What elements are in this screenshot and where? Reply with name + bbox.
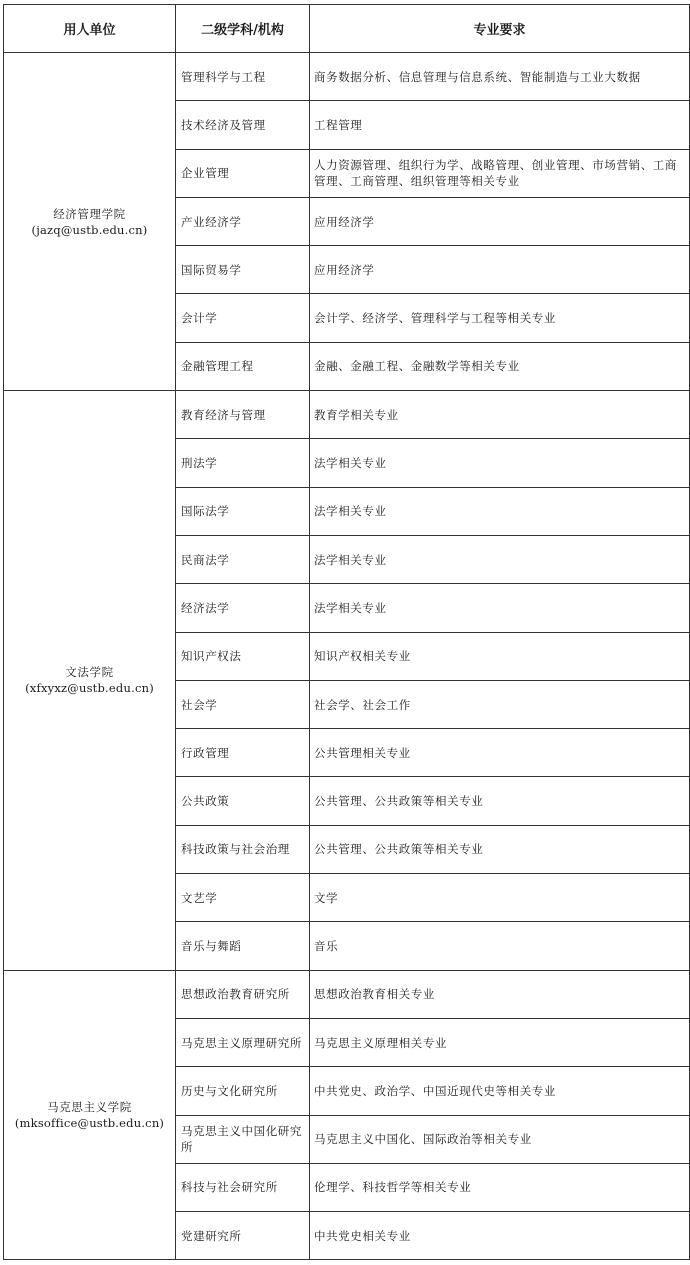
requirement-cell: 金融、金融工程、金融数学等相关专业 [310, 342, 690, 390]
unit-email: (jazq@ustb.edu.cn) [31, 222, 148, 237]
table-body [4, 53, 690, 1260]
subject-cell: 刑法学 [176, 439, 310, 487]
requirement-cell: 思想政治教育相关专业 [310, 970, 690, 1018]
requirement-cell: 法学相关专业 [310, 584, 690, 632]
table-row [4, 391, 690, 439]
subject-cell: 企业管理 [176, 149, 310, 197]
subject-cell: 管理科学与工程 [176, 53, 310, 101]
subject-cell: 思想政治教育研究所 [176, 970, 310, 1018]
requirement-cell: 商务数据分析、信息管理与信息系统、智能制造与工业大数据 [310, 53, 690, 101]
requirement-cell: 中共党史、政治学、中国近现代史等相关专业 [310, 1067, 690, 1115]
subject-cell: 党建研究所 [176, 1212, 310, 1260]
requirement-cell: 知识产权相关专业 [310, 632, 690, 680]
unit-cell [4, 53, 176, 391]
requirement-cell: 音乐 [310, 922, 690, 970]
requirement-cell: 法学相关专业 [310, 535, 690, 583]
requirement-cell: 社会学、社会工作 [310, 680, 690, 728]
subject-cell: 历史与文化研究所 [176, 1067, 310, 1115]
table-row [4, 53, 690, 101]
requirement-cell: 法学相关专业 [310, 487, 690, 535]
subject-cell: 知识产权法 [176, 632, 310, 680]
subject-cell: 产业经济学 [176, 197, 310, 245]
unit-email: (xfxyxz@ustb.edu.cn) [25, 681, 154, 696]
subject-cell: 教育经济与管理 [176, 391, 310, 439]
requirement-cell: 公共管理相关专业 [310, 729, 690, 777]
unit-cell [4, 391, 176, 971]
recruitment-table [3, 4, 690, 1260]
table-row [4, 970, 690, 1018]
unit-name: 经济管理学院 [53, 206, 126, 221]
requirement-cell: 工程管理 [310, 101, 690, 149]
subject-cell: 国际法学 [176, 487, 310, 535]
requirement-cell: 会计学、经济学、管理科学与工程等相关专业 [310, 294, 690, 342]
header-subject: 二级学科/机构 [176, 5, 310, 53]
subject-cell: 会计学 [176, 294, 310, 342]
subject-cell: 科技与社会研究所 [176, 1163, 310, 1211]
requirement-cell: 文学 [310, 874, 690, 922]
requirement-cell: 人力资源管理、组织行为学、战略管理、创业管理、市场营销、工商管理、工商管理、组织管理等相关专业 [310, 149, 690, 197]
requirement-cell: 马克思主义中国化、国际政治等相关专业 [310, 1115, 690, 1163]
subject-cell: 技术经济及管理 [176, 101, 310, 149]
header-requirement: 专业要求 [310, 5, 690, 53]
requirement-cell: 法学相关专业 [310, 439, 690, 487]
subject-cell: 社会学 [176, 680, 310, 728]
subject-cell: 马克思主义原理研究所 [176, 1018, 310, 1066]
requirement-cell: 教育学相关专业 [310, 391, 690, 439]
unit-name: 文法学院 [65, 665, 114, 680]
requirement-cell: 公共管理、公共政策等相关专业 [310, 777, 690, 825]
unit-email: (mksoffice@ustb.edu.cn) [14, 1116, 165, 1131]
subject-cell: 音乐与舞蹈 [176, 922, 310, 970]
subject-cell: 经济法学 [176, 584, 310, 632]
subject-cell: 科技政策与社会治理 [176, 825, 310, 873]
header-unit: 用人单位 [4, 5, 176, 53]
subject-cell: 民商法学 [176, 535, 310, 583]
unit-cell [4, 970, 176, 1260]
requirement-cell: 马克思主义原理相关专业 [310, 1018, 690, 1066]
requirement-cell: 应用经济学 [310, 197, 690, 245]
subject-cell: 国际贸易学 [176, 246, 310, 294]
requirement-cell: 伦理学、科技哲学等相关专业 [310, 1163, 690, 1211]
header-row [4, 5, 690, 53]
requirement-cell: 应用经济学 [310, 246, 690, 294]
subject-cell: 金融管理工程 [176, 342, 310, 390]
subject-cell: 公共政策 [176, 777, 310, 825]
requirement-cell: 公共管理、公共政策等相关专业 [310, 825, 690, 873]
subject-cell: 行政管理 [176, 729, 310, 777]
subject-cell: 马克思主义中国化研究所 [176, 1115, 310, 1163]
subject-cell: 文艺学 [176, 874, 310, 922]
requirement-cell: 中共党史相关专业 [310, 1212, 690, 1260]
unit-name: 马克思主义学院 [47, 1100, 132, 1115]
